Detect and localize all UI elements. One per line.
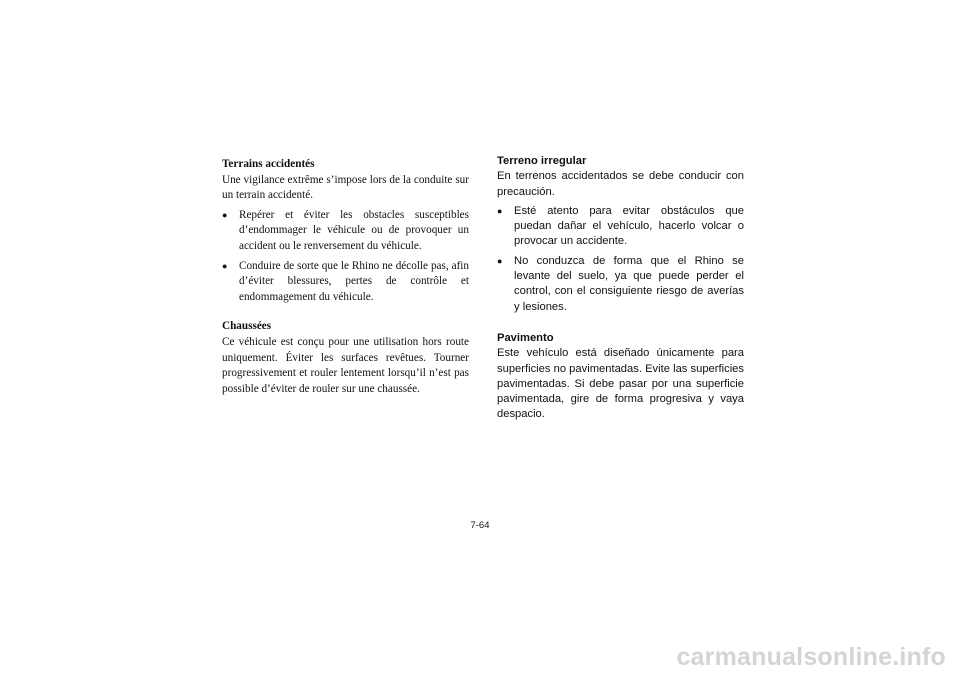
section-heading-pavimento: Pavimento [497,331,554,344]
bullet-item [222,259,469,306]
bullet-item [222,208,469,255]
watermark: carmanualsonline.info [676,643,946,671]
bullet-icon: ● [222,260,228,271]
french-column [222,157,469,397]
bullet-icon: ● [497,205,503,216]
bullet-text: Esté atento para evitar obstáculos que puedan dañar el vehículo, hacerlo volcar o provocar un accidente. [514,204,744,248]
bullet-icon: ● [222,209,228,220]
section-heading-terreno: Terreno irregular [497,155,587,167]
bullet-text: Conduire de sorte que le Rhino ne décolle pas, afin d’éviter blessures, pertes de contrôle et endommagement du véhicule. [239,259,469,303]
bullet-text: Repérer et éviter les obstacles susceptibles d’endommager le véhicule ou de provoquer un accident ou le renversement du véhicule. [239,208,469,252]
section-spacer [222,305,469,319]
spanish-column [497,154,744,423]
section-intro: En terrenos accidentados se debe conducir con precaución. [497,170,744,198]
bullet-item [497,254,744,315]
section-body: Ce véhicule est conçu pour une utilisation hors route uniquement. Éviter les surfaces revêtues. Tourner progressivement et rouler lentement lorsqu’il n’est pas possible d’éviter de rouler sur une chaussée. [222,335,469,395]
section-intro: Une vigilance extrême s’impose lors de la conduite sur un terrain accidenté. [222,173,469,202]
bullet-item [497,204,744,250]
section-heading-terrains: Terrains accidentés [222,158,315,170]
section-spacer [497,315,744,331]
section-body: Este vehículo está diseñado únicamente para superficies no pavimentadas. Evite las superficies pavimentadas. Si debe pasar por una superficie pavimentada, gire de forma progresiva y vaya despacio. [497,347,744,421]
bullet-icon: ● [497,255,503,266]
page-number: 7-64 [470,520,490,531]
bullet-text: No conduzca de forma que el Rhino se levante del suelo, ya que puede perder el control, con el consiguiente riesgo de averías y lesiones. [514,254,744,313]
section-heading-chaussees: Chaussées [222,320,272,333]
